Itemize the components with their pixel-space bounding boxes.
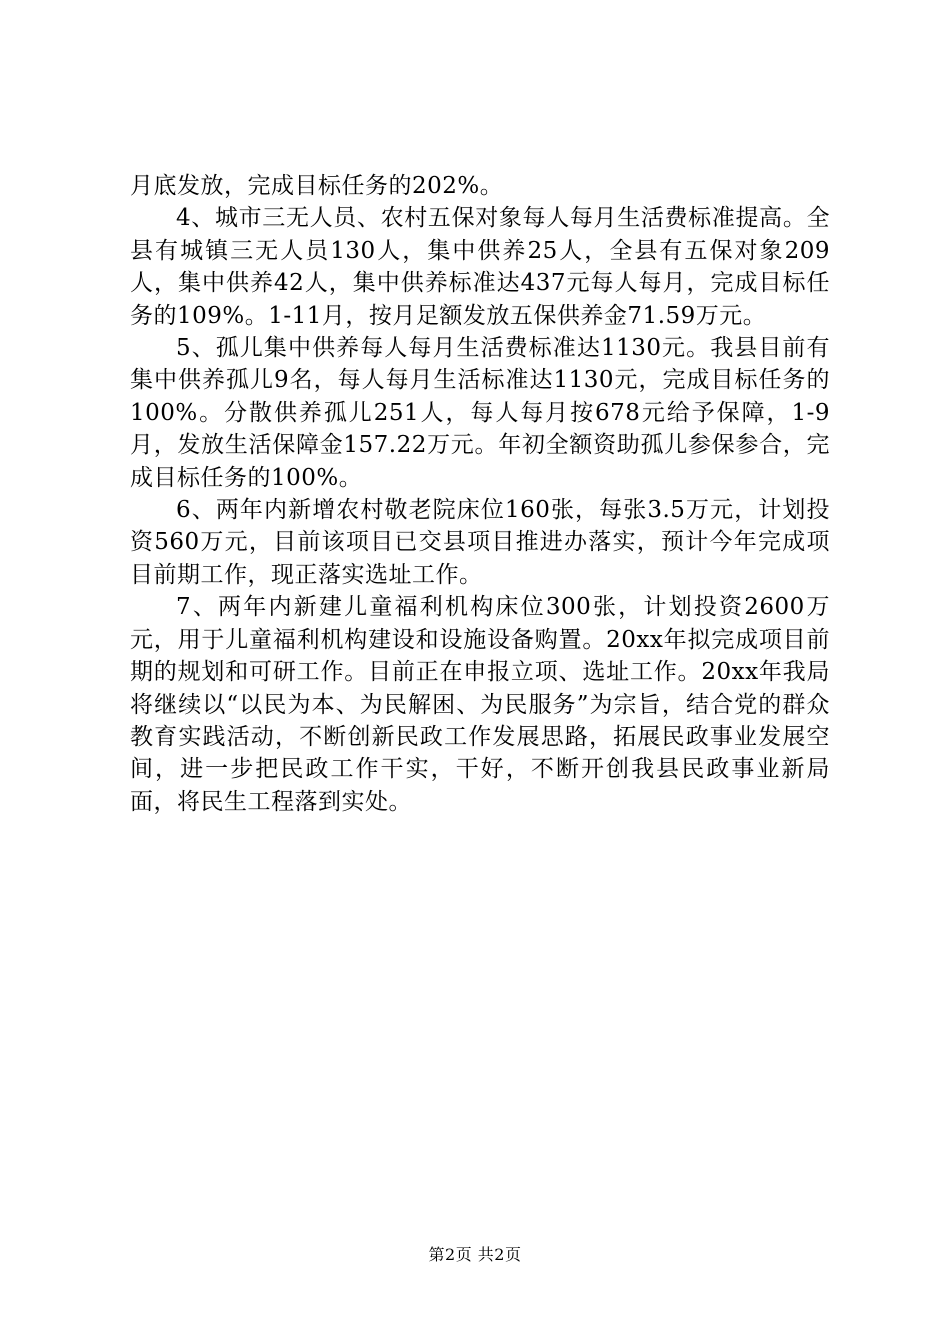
paragraph-2: 4、城市三无人员、农村五保对象每人每月生活费标准提高。全县有城镇三无人员130人，集中供养25人，全县有五保对象209人，集中供养42人，集中供养标准达437元每人每月，完成目标任务的109%。1-11月，按月足额发放五保供养金71.59万元。 bbox=[130, 205, 830, 329]
page-footer bbox=[0, 1244, 950, 1266]
paragraph-5: 7、两年内新建儿童福利机构床位300张，计划投资2600万元，用于儿童福利机构建设和设施设备购置。20xx年拟完成项目前期的规划和可研工作。目前正在申报立项、选址工作。20xx年我局将继续以“以民为本、为民解困、为民服务”为宗旨，结合党的群众教育实践活动，不断创新民政工作发展思路，拓展民政事业发展空间，进一步把民政工作干实，干好，不断开创我县民政事业新局面，将民生工程落到实处。 bbox=[130, 594, 830, 815]
document-body bbox=[130, 170, 830, 818]
paragraph-3: 5、孤儿集中供养每人每月生活费标准达1130元。我县目前有集中供养孤儿9名，每人每月生活标准达1130元，完成目标任务的100%。分散供养孤儿251人，每人每月按678元给予保障，1-9月，发放生活保障金157.22万元。年初全额资助孤儿参保参合，完成目标任务的100%。 bbox=[130, 335, 830, 491]
paragraph-1: 月底发放，完成目标任务的202%。 bbox=[130, 173, 504, 199]
paragraph-4: 6、两年内新增农村敬老院床位160张，每张3.5万元，计划投资560万元，目前该项目已交县项目推进办落实，预计今年完成项目前期工作，现正落实选址工作。 bbox=[130, 497, 830, 588]
page-number-label: 第2页 共2页 bbox=[428, 1245, 522, 1264]
